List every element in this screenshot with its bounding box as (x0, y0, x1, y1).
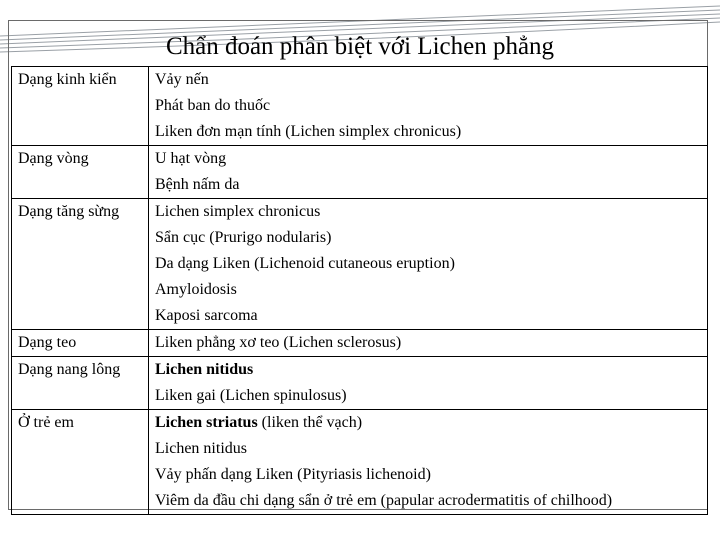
diagnosis-text: Vảy phấn dạng Liken (Pityriasis lichenoid) (155, 466, 431, 483)
diagnosis-item (155, 119, 707, 145)
diagnosis-item (155, 146, 707, 172)
diagnosis-text: Liken gai (Lichen spinulosus) (155, 387, 347, 404)
diagnosis-item (155, 277, 707, 303)
diagnosis-item (155, 436, 707, 462)
type-label: Dạng vòng (18, 150, 89, 167)
diagnosis-item (155, 488, 707, 514)
diagnosis-text: Phát ban do thuốc (155, 97, 271, 114)
diagnosis-item (155, 199, 707, 225)
diagnosis-text: Bệnh nấm da (155, 176, 240, 193)
differential-diagnosis-table (11, 66, 708, 515)
diagnosis-text: (liken thể vạch) (257, 414, 363, 431)
diagnosis-cell (149, 330, 708, 357)
type-label: Dạng teo (18, 334, 77, 351)
type-cell (12, 410, 149, 515)
diagnosis-bold-text: Lichen nitidus (155, 361, 254, 378)
diagnosis-item (155, 357, 707, 383)
type-cell (12, 67, 149, 146)
diagnosis-item (155, 172, 707, 198)
diagnosis-text: Amyloidosis (155, 281, 237, 298)
diagnosis-cell (149, 410, 708, 515)
table-row (12, 357, 708, 410)
type-cell (12, 357, 149, 410)
slide-title: Chẩn đoán phân biệt với Lichen phẳng (165, 33, 555, 60)
type-label: Dạng nang lông (18, 361, 121, 378)
table-row (12, 67, 708, 146)
diagnosis-item (155, 383, 707, 409)
diagnosis-item (155, 330, 707, 356)
diagnosis-cell (149, 199, 708, 330)
diagnosis-item (155, 225, 707, 251)
type-label: Dạng kinh kiển (18, 71, 117, 88)
diagnosis-cell (149, 67, 708, 146)
diagnosis-text: Lichen nitidus (155, 440, 247, 457)
type-cell (12, 199, 149, 330)
diagnosis-bold-text: Lichen striatus (155, 414, 258, 431)
diagnosis-text: Viêm da đầu chi dạng sẩn ở trẻ em (papular acrodermatitis of chilhood) (155, 492, 613, 509)
diagnosis-text: Kaposi sarcoma (155, 307, 258, 324)
diagnosis-item (155, 93, 707, 119)
diagnosis-cell (149, 146, 708, 199)
diagnosis-text: Vảy nến (155, 71, 209, 88)
diagnosis-item (155, 462, 707, 488)
diagnosis-text: Liken phẳng xơ teo (Lichen sclerosus) (155, 334, 402, 351)
type-label: Dạng tăng sừng (18, 203, 120, 220)
diagnosis-text: U hạt vòng (155, 150, 227, 167)
diagnosis-text: Da dạng Liken (Lichenoid cutaneous eruption) (155, 255, 455, 272)
type-cell (12, 146, 149, 199)
table-row (12, 410, 708, 515)
diagnosis-item (155, 410, 707, 436)
table-row (12, 146, 708, 199)
type-cell (12, 330, 149, 357)
type-label: Ở trẻ em (18, 414, 74, 431)
table-row (12, 330, 708, 357)
diagnosis-cell (149, 357, 708, 410)
diagnosis-text: Sẩn cục (Prurigo nodularis) (155, 229, 332, 246)
diagnosis-text: Lichen simplex chronicus (155, 203, 321, 220)
diagnosis-item (155, 67, 707, 93)
table-row (12, 199, 708, 330)
diagnosis-item (155, 251, 707, 277)
diagnosis-text: Liken đơn mạn tính (Lichen simplex chronicus) (155, 123, 462, 140)
diagnosis-item (155, 303, 707, 329)
